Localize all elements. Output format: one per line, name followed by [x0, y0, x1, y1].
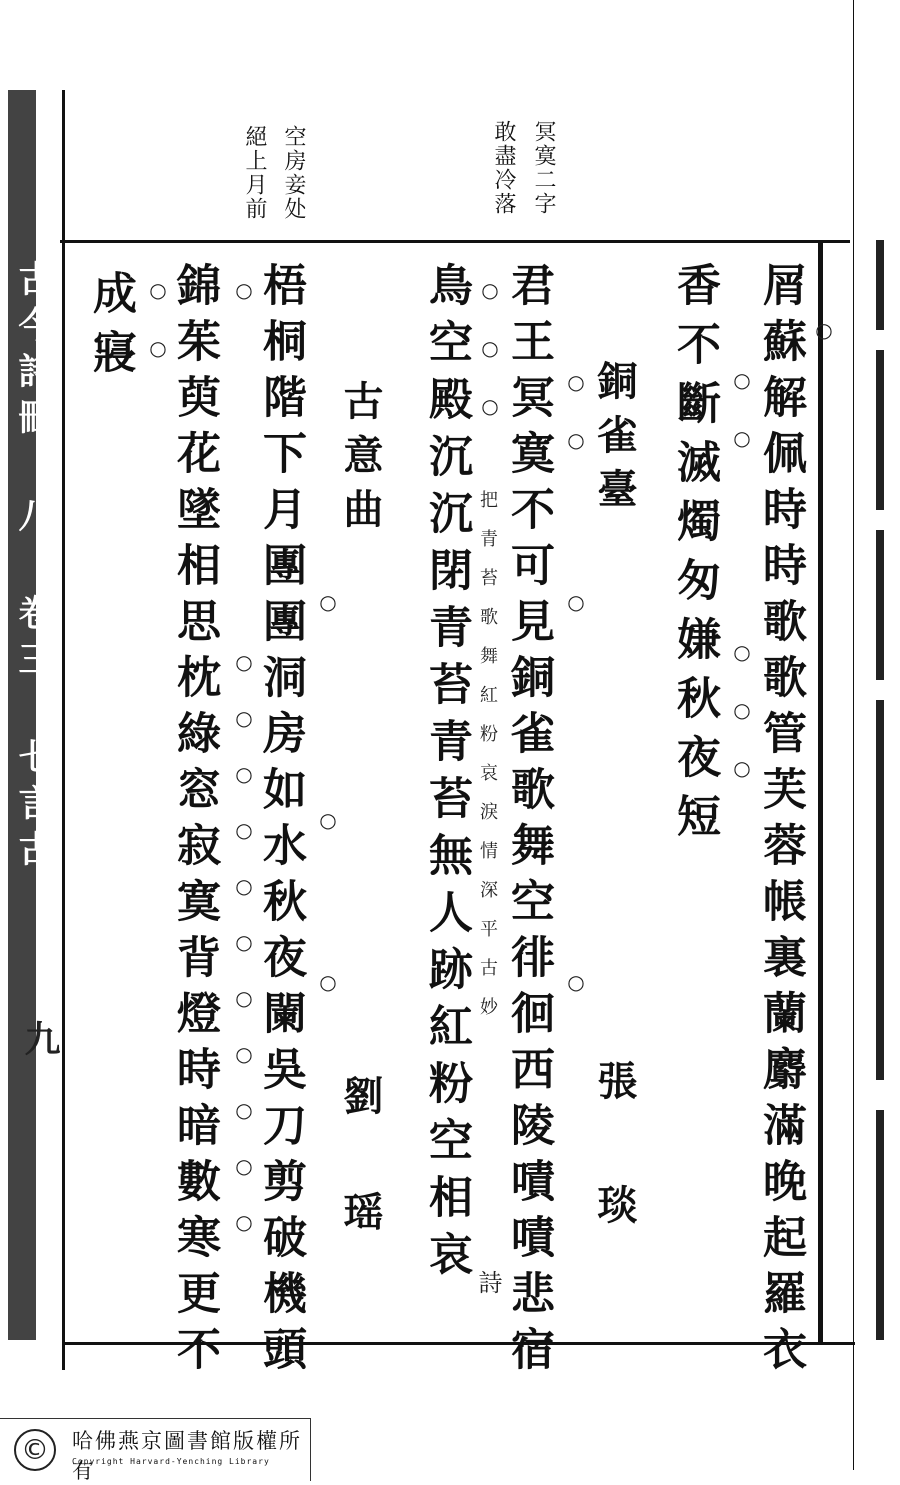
text-column-7: 梧桐階下月團團洞房如水秋夜闌吳刀剪破機頭: [255, 262, 306, 1382]
outer-right-edge: [853, 0, 854, 1470]
poem-author: 張 琰: [591, 1060, 638, 1246]
emphasis-circles: ○○○: [478, 278, 502, 452]
page-number: 九: [19, 1020, 61, 1062]
right-edge-mark: [876, 700, 884, 1080]
emphasis-circles: ○○○○○○○○○○○: [232, 650, 256, 1266]
right-edge-mark: [876, 350, 884, 510]
commentary-column: 把青苔歌舞紅粉哀淚情深平古妙: [477, 490, 498, 1036]
text-column-9: 成寢: [85, 270, 136, 388]
header-note: 敢盡冷落: [491, 120, 516, 216]
text-column-8: 錦茱萸花墜相思枕綠窓寂寞背燈時暗數寒更不: [169, 262, 220, 1382]
spine-title: 古今詩刪 八 卷三 七言古: [13, 260, 55, 876]
header-note: 空房妾处: [281, 125, 306, 221]
emphasis-circles: ○: [564, 590, 588, 648]
text-column-5: 鳥空殿沉沉閉青苔青苔無人跡紅粉空相哀: [421, 262, 472, 1288]
emphasis-circles: ○○: [146, 278, 170, 394]
right-border: [818, 240, 823, 1344]
header-note: 絕上月前: [242, 125, 267, 221]
emphasis-circles: ○○: [564, 370, 588, 486]
poem-title: 銅雀臺: [591, 360, 638, 522]
text-column-1: 屑蘇解佩時時歌歌管芙蓉帳裏蘭麝滿晚起羅衣: [755, 262, 806, 1382]
emphasis-circles: ○: [232, 278, 256, 336]
copyright-icon: ©: [14, 1429, 56, 1471]
copyright-box: [0, 1418, 311, 1481]
emphasis-circles: ○: [316, 970, 340, 1028]
right-edge-mark: [876, 1110, 884, 1340]
text-column-4: 君王冥寞不可見銅雀歌舞空徘徊西陵嘖嘖悲宿: [503, 262, 554, 1382]
header-note: 冥寞二字: [531, 120, 556, 216]
emphasis-circles: ○○: [730, 368, 754, 484]
emphasis-circles: ○: [316, 590, 340, 648]
emphasis-circles: ○: [316, 808, 340, 866]
right-edge-mark: [876, 530, 884, 680]
emphasis-circles: ○: [812, 318, 836, 376]
copyright-english: Copyright Harvard-Yenching Library: [72, 1457, 270, 1466]
copyright-chinese: 哈佛燕京圖書館版權所有: [72, 1429, 302, 1483]
left-border: [62, 90, 65, 1370]
right-edge-mark: [876, 240, 884, 330]
text-column-2: 香不斷滅燭匆嫌秋夜短: [669, 262, 720, 852]
commentary-end: 詩: [474, 1270, 502, 1297]
emphasis-circles: ○○○: [730, 640, 754, 814]
emphasis-circles: ○: [564, 970, 588, 1028]
poem-author: 劉 瑶: [337, 1075, 384, 1249]
poem-title: 古意曲: [337, 380, 384, 542]
top-border: [60, 240, 850, 243]
